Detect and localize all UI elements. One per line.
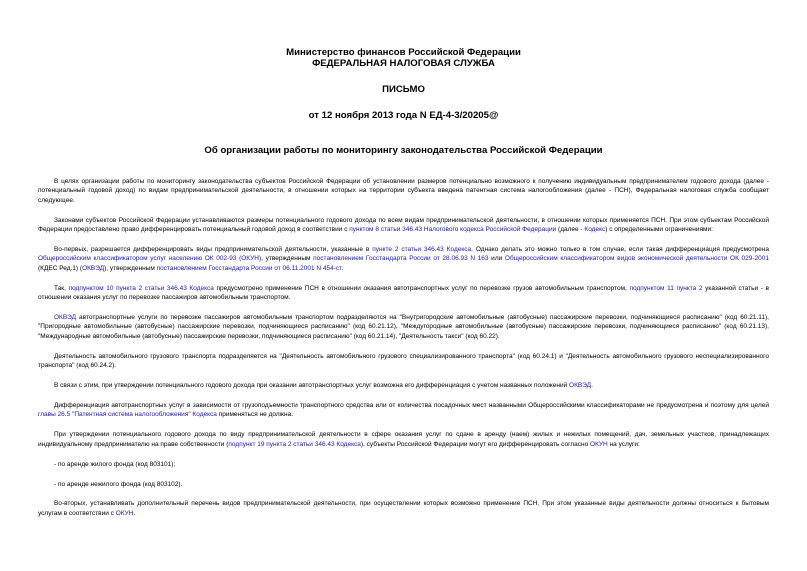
paragraph-text: применяться не должна. bbox=[216, 411, 294, 419]
document-link[interactable]: ОКВЭД bbox=[82, 264, 105, 272]
paragraph-text: В связи с этим, при утверждении потенциального годового дохода при оказании автотранспортных услуг возможна его дифференциация с учетом названных положений bbox=[54, 382, 570, 390]
paragraph-text: ), субъекты Российской Федерации могут его дифференцировать согласно bbox=[360, 440, 591, 448]
paragraph-text: В целях организации работы по мониторингу законодательства субъектов Российской Федерации об установлении размеров потенциально возможного к получению индивидуальным предпринимателем годового дохода (далее - потенциальный годовой доход) по видам предпринимательской деятельности, в отношении которых на территории субъекта введена патентная система налогообложения (далее - ПСН), Федеральная налоговая служба сообщает следующее. bbox=[38, 178, 769, 204]
paragraph-text: автотранспортные услуги по перевозке пассажиров автомобильным транспортом подразделяются на "Внутригородские автомобильные (автобусные) пассажирские перевозки, подчиняющиеся расписанию" (код 60.21.11), "Пригородные автомобильные (автобусные) пассажирские перевозки, подчиняющиеся расписанию" (код 60.21.12), "Междугородные автомобильные (автобусные) пассажирские перевозки, подчиняющиеся расписанию" (код 60.21.13), "Международные автомобильные (автобусные) пассажирские перевозки, подчиняющиеся расписанию" (код 60.21.14), "Деятельность такси" (код 60.22). bbox=[38, 314, 769, 340]
ministry-name: Министерство финансов Российской Федерации bbox=[286, 47, 521, 58]
document-link[interactable]: подпунктом 11 пункта 2 bbox=[629, 284, 703, 292]
document-link[interactable]: подпункт 19 пункта 2 статьи 346.43 Кодекса bbox=[228, 440, 361, 448]
paragraph bbox=[38, 401, 769, 420]
paragraph-text: - по аренде жилого фонда (код 803101); bbox=[54, 460, 176, 468]
document-title: Об организации работы по мониторингу законодательства Российской Федерации bbox=[204, 145, 603, 156]
document-link[interactable]: ОКВЭД bbox=[54, 314, 77, 322]
document-link[interactable]: главы 26.5 "Патентная система налогообложения" Кодекса bbox=[38, 411, 217, 419]
paragraph bbox=[38, 177, 769, 205]
document-body bbox=[38, 177, 769, 518]
document-link[interactable]: Кодекс bbox=[584, 226, 606, 234]
paragraph bbox=[38, 216, 769, 235]
document-link[interactable]: пунктом 8 статьи 346.43 Налогового кодекса Российской Федерации bbox=[349, 226, 557, 234]
paragraph-text: - по аренде нежилого фонда (код 803102). bbox=[54, 480, 183, 488]
paragraph-text: При утверждении потенциального годового дохода по виду предпринимательской деятельности в сфере оказания услуг по сдаче в аренду (наем) жилых и нежилых помещений, дач, земельных участков, принадлежащих индивидуальному предпринимателю на праве собственности ( bbox=[38, 431, 769, 448]
paragraph bbox=[38, 430, 769, 449]
paragraph-text: . bbox=[133, 509, 136, 517]
document-link[interactable]: Общероссийским классификатором видов экономической деятельности ОК 029-2001 bbox=[504, 255, 769, 263]
paragraph-text: Во-первых, разрешается дифференцировать виды предпринимательской деятельности, указанные в bbox=[54, 246, 373, 254]
document-link[interactable]: пункте 2 статьи 346.43 Кодекса bbox=[372, 246, 472, 254]
paragraph-text: , утвержденным bbox=[261, 255, 314, 263]
paragraph-text: (далее - bbox=[556, 226, 585, 234]
paragraph-text: (КДЕС Ред.1) ( bbox=[38, 264, 83, 272]
paragraph bbox=[38, 313, 769, 341]
paragraph-text: Деятельность автомобильного грузового транспорта подразделяется на "Деятельность автомобильного грузового специализированного транспорта" (код 60.24.1) и "Деятельность автомобильного грузового неспециализированного транспорта" (код 60.24.2). bbox=[38, 352, 769, 370]
document-link[interactable]: постановлением Госстандарта России от 06.11.2001 N 454-ст bbox=[156, 264, 342, 272]
paragraph bbox=[38, 284, 769, 303]
paragraph-text: предусмотрено применение ПСН в отношении оказания автотранспортных услуг по перевозке грузов автомобильным транспортом, bbox=[213, 284, 630, 292]
document-link[interactable]: постановлением Госстандарта России от 28.06.93 N 163 bbox=[313, 255, 489, 263]
paragraph-text: Так, bbox=[54, 284, 69, 292]
paragraph bbox=[38, 460, 769, 469]
paragraph bbox=[38, 381, 769, 390]
paragraph-text: . Однако делать это можно только в том случае, если такая дифференциация предусмотрена bbox=[471, 246, 769, 254]
document-link[interactable]: ОКУН bbox=[590, 440, 608, 448]
paragraph-text: Законами субъектов Российской Федерации устанавливаются размеры потенциального годового дохода по всем видам предпринимательской деятельности, в отношении которых применяется ПСН. При этом субъектам Российской Федерации предоставлено право дифференцировать потенциальный годовой доход в соответствии с bbox=[38, 216, 769, 234]
document-link[interactable]: ОКВЭД bbox=[569, 382, 592, 390]
paragraph-text: Во-вторых, устанавливать дополнительный перечень видов предпринимательской деятельности, при осуществлении которых возможно применение ПСН. При этом указанные виды деятельности должны относиться к бытовым услугам в соответствии с bbox=[38, 500, 769, 517]
letter-date: от 12 ноября 2013 года N ЕД-4-3/20205@ bbox=[308, 110, 499, 121]
paragraph-text: ), утвержденным bbox=[104, 264, 157, 272]
paragraph-text: . bbox=[341, 264, 344, 272]
paragraph-text: указанной статьи - в отношении оказания услуг по перевозке пассажиров автомобильным транспортом. bbox=[38, 284, 770, 302]
letter-label: ПИСЬМО bbox=[382, 84, 425, 95]
paragraph-text: ) с определенными ограничениями: bbox=[605, 226, 713, 234]
document-link[interactable]: Общероссийским классификатором услуг населению ОК 002-93 (ОКУН) bbox=[38, 255, 262, 263]
paragraph-text: на услуги: bbox=[607, 440, 640, 448]
paragraph-text: . bbox=[591, 382, 593, 390]
document-link[interactable]: ОКУН bbox=[115, 509, 134, 517]
paragraph bbox=[38, 245, 769, 273]
paragraph bbox=[38, 352, 769, 371]
document-link[interactable]: подпунктом 10 пункта 2 статьи 346.43 Кодекса bbox=[68, 284, 214, 292]
paragraph bbox=[38, 499, 769, 518]
service-name: ФЕДЕРАЛЬНАЯ НАЛОГОВАЯ СЛУЖБА bbox=[312, 58, 495, 69]
paragraph bbox=[38, 480, 769, 489]
paragraph-text: Дифференциация автотранспортных услуг в зависимости от грузоподъемности транспортного средства или от количества посадочных мест названными Общероссийскими классификаторами не предусмотрена и поэтому для целей bbox=[54, 402, 769, 409]
paragraph-text: или bbox=[488, 255, 505, 263]
